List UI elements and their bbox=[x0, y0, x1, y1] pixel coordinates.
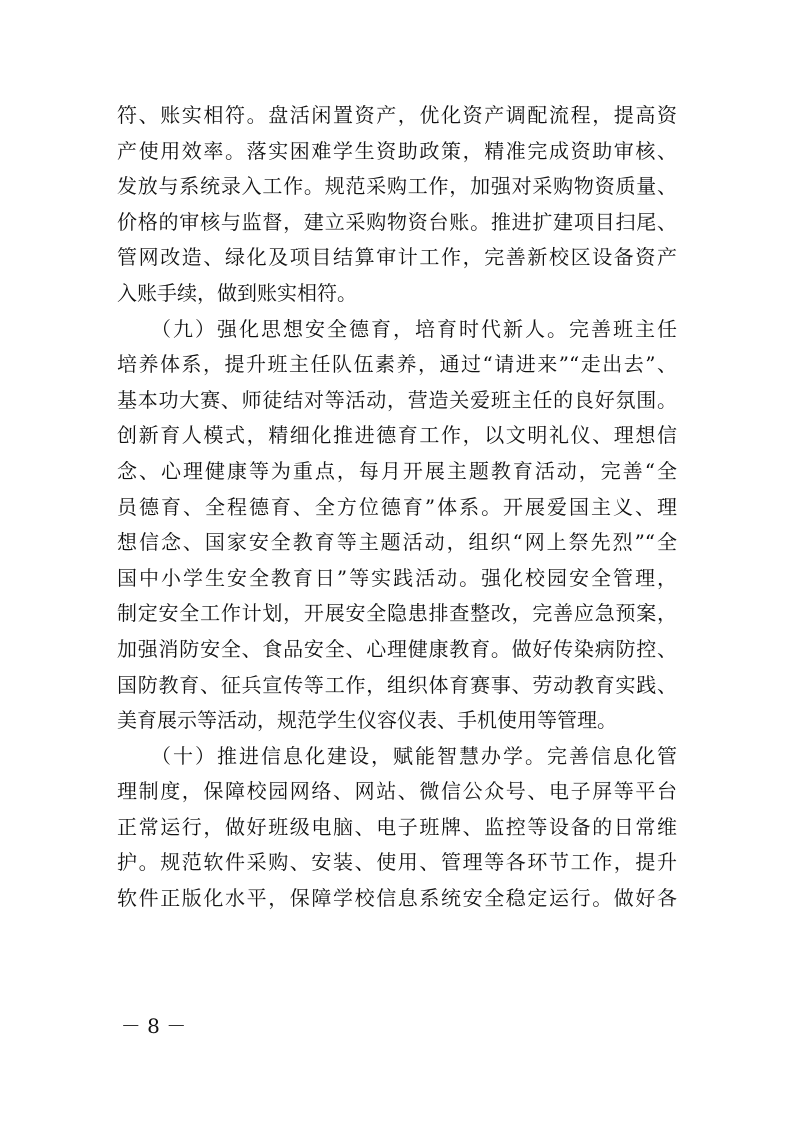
text-line: （十）推进信息化建设，赋能智慧办学。完善信息化管 bbox=[117, 743, 677, 768]
page-number: － 8 － bbox=[120, 1014, 187, 1038]
body-text bbox=[117, 98, 677, 917]
text-line: 发放与系统录入工作。规范采购工作，加强对采购物资质量、 bbox=[117, 174, 677, 199]
text-line: 产使用效率。落实困难学生资助政策，精准完成资助审核、 bbox=[117, 138, 677, 163]
text-line: 员德育、全程德育、全方位德育”体系。开展爱国主义、理 bbox=[117, 494, 677, 519]
text-line: 正常运行，做好班级电脑、电子班牌、监控等设备的日常维 bbox=[117, 814, 677, 839]
text-line: 加强消防安全、食品安全、心理健康教育。做好传染病防控、 bbox=[117, 636, 677, 661]
text-line: 基本功大赛、师徒结对等活动，营造关爱班主任的良好氛围。 bbox=[117, 387, 677, 412]
text-line: 管网改造、绿化及项目结算审计工作，完善新校区设备资产 bbox=[117, 245, 677, 270]
text-line: 价格的审核与监督，建立采购物资台账。推进扩建项目扫尾、 bbox=[117, 209, 677, 234]
text-line: （九）强化思想安全德育，培育时代新人。完善班主任 bbox=[117, 316, 677, 341]
text-line: 符、账实相符。盘活闲置资产，优化资产调配流程，提高资 bbox=[117, 103, 677, 127]
text-line: 美育展示等活动，规范学生仪容仪表、手机使用等管理。 bbox=[117, 708, 617, 733]
text-line: 培养体系，提升班主任队伍素养，通过“请进来”“走出去”、 bbox=[117, 352, 677, 377]
text-line: 国中小学生安全教育日”等实践活动。强化校园安全管理， bbox=[117, 565, 677, 590]
text-line: 软件正版化水平，保障学校信息系统安全稳定运行。做好各 bbox=[117, 886, 677, 911]
text-line: 国防教育、征兵宣传等工作，组织体育赛事、劳动教育实践、 bbox=[117, 672, 677, 697]
text-line: 想信念、国家安全教育等主题活动，组织“网上祭先烈”“全 bbox=[117, 530, 677, 555]
text-line: 入账手续，做到账实相符。 bbox=[117, 280, 357, 305]
text-line: 念、心理健康等为重点，每月开展主题教育活动，完善“全 bbox=[117, 458, 677, 483]
text-line: 理制度，保障校园网络、网站、微信公众号、电子屏等平台 bbox=[117, 779, 677, 804]
text-line: 护。规范软件采购、安装、使用、管理等各环节工作，提升 bbox=[117, 850, 677, 875]
text-line: 制定安全工作计划，开展安全隐患排查整改，完善应急预案， bbox=[117, 601, 677, 626]
text-line: 创新育人模式，精细化推进德育工作，以文明礼仪、理想信 bbox=[117, 423, 677, 448]
